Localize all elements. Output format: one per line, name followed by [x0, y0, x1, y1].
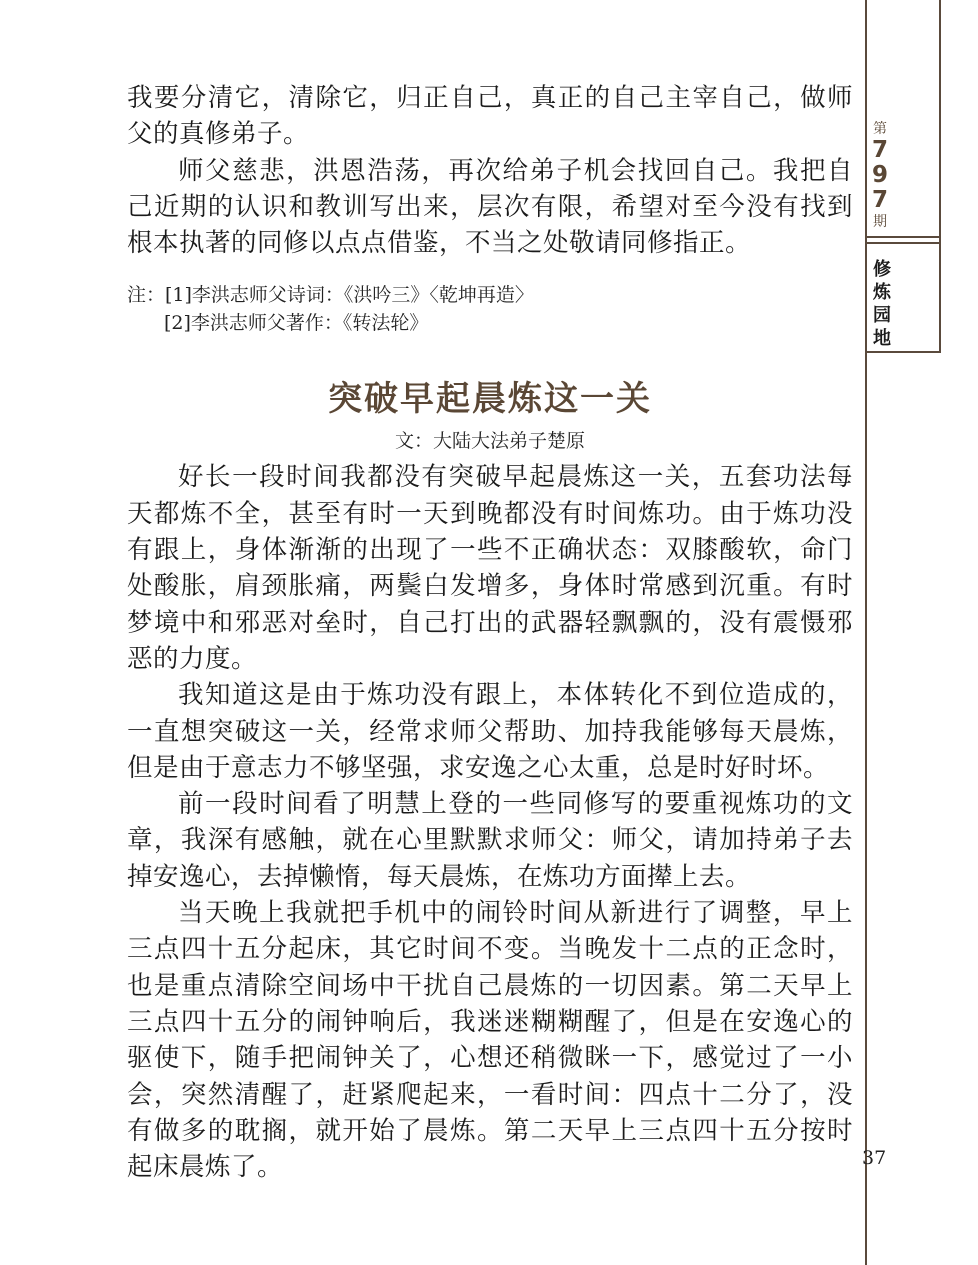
article-paragraph-4: 当天晚上我就把手机中的闹铃时间从新进行了调整，早上三点四十五分起床，其它时间不变。当晚发十二点的正念时，也是重点清除空间场中干扰自己晨炼的一切因素。第二天早上三点四十五分的闹钟响后，我迷迷糊糊醒了，但是在安逸心的驱使下，随手把闹钟关了，心想还稍微眯一下，感觉过了一小会，突然清醒了，赶紧爬起来，一看时间：四点十二分了，没有做多的耽搁，就开始了晨炼。第二天早上三点四十五分按时起床晨炼了。 — [127, 898, 853, 1183]
issue-prefix: 第 — [873, 121, 887, 137]
section-char-1: 修 — [873, 259, 891, 280]
issue-number — [867, 120, 893, 231]
main-column — [127, 80, 853, 1185]
issue-digit-1: 7 — [871, 137, 888, 163]
section-char-2: 炼 — [873, 282, 891, 303]
section-label — [869, 258, 895, 350]
issue-suffix: 期 — [873, 214, 887, 230]
section-char-3: 园 — [873, 305, 891, 326]
page-number: 37 — [862, 1147, 887, 1169]
tab-divider — [867, 236, 939, 244]
footnotes — [127, 281, 853, 337]
article-paragraph-2: 我知道这是由于炼功没有跟上，本体转化不到位造成的，一直想突破这一关，经常求师父帮助、加持我能够每天晨炼，但是由于意志力不够坚强，求安逸之心太重，总是时好时坏。 — [127, 680, 853, 783]
article-title: 突破早起晨炼这一关 — [328, 379, 652, 420]
footnote-1: 注：[1]李洪志师父诗词：《洪吟三》〈乾坤再造〉 — [127, 284, 534, 307]
article-paragraph-3: 前一段时间看了明慧上登的一些同修写的要重视炼功的文章，我深有感触，就在心里默默求师父：师父，请加持弟子去掉安逸心，去掉懒惰，每天晨炼，在炼功方面撵上去。 — [127, 789, 853, 892]
issue-digit-2: 9 — [871, 162, 888, 188]
bottom-margin-rule — [865, 1185, 867, 1265]
article-paragraph-1: 好长一段时间我都没有突破早起晨炼这一关，五套功法每天都炼不全，甚至有时一天到晚都没有时间炼功。由于炼功没有跟上，身体渐渐的出现了一些不正确状态：双膝酸软，命门处酸胀，肩颈胀痛，两鬓白发增多，身体时常感到沉重。有时梦境中和邪恶对垒时，自己打出的武器轻飘飘的，没有震慑邪恶的力度。 — [127, 462, 853, 674]
issue-digit-3: 7 — [871, 187, 888, 213]
continued-paragraph-2: 师父慈悲，洪恩浩荡，再次给弟子机会找回自己。我把自己近期的认识和教训写出来，层次有限，希望对至今没有找到根本执著的同修以点点借鉴，不当之处敬请同修指正。 — [127, 155, 853, 259]
footnote-2: [2]李洪志师父著作：《转法轮》 — [164, 312, 429, 335]
continued-paragraph-1: 我要分清它，清除它，归正自己，真正的自己主宰自己，做师父的真修弟子。 — [127, 83, 853, 150]
section-tab — [867, 0, 941, 353]
section-char-4: 地 — [873, 328, 891, 349]
article-byline: 文：大陆大法弟子楚原 — [394, 430, 585, 453]
